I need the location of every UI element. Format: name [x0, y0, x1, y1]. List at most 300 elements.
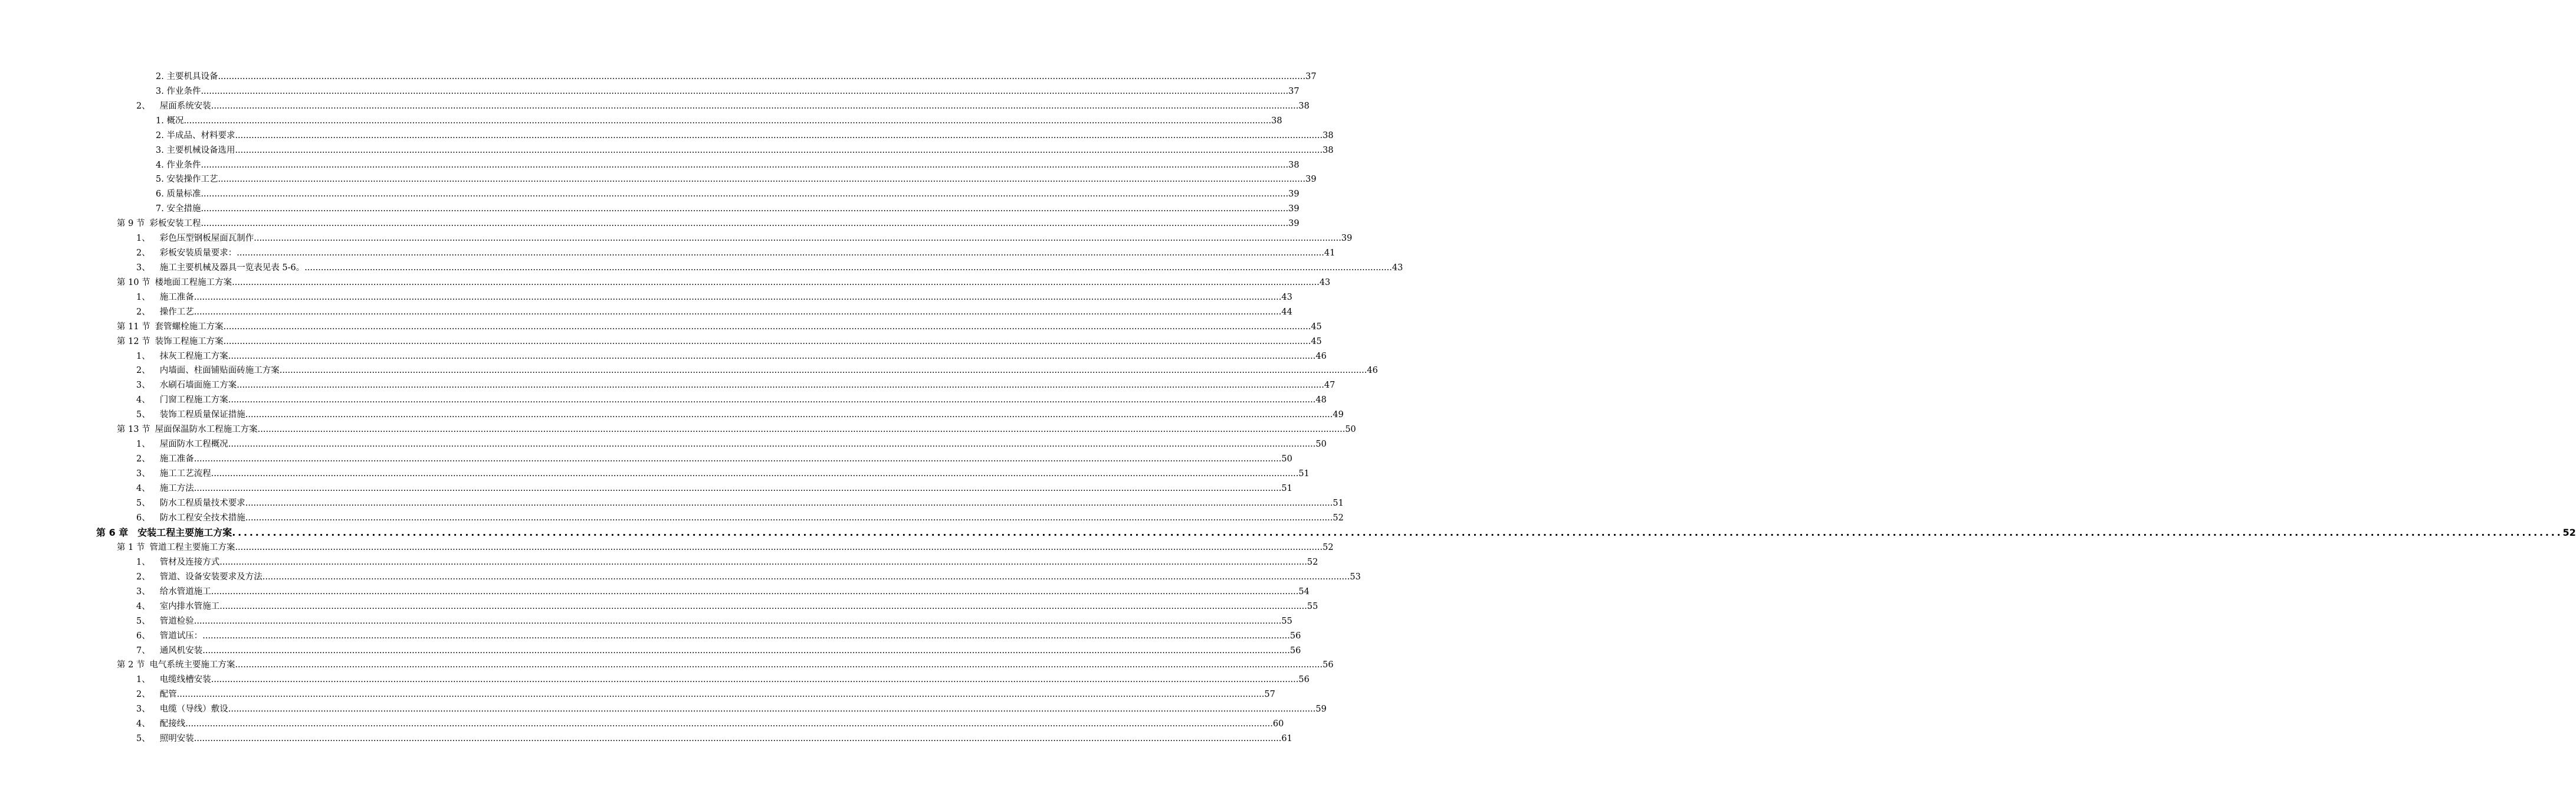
toc-entry[interactable] — [0, 172, 1317, 187]
toc-entry-line — [136, 231, 1353, 246]
toc-entry[interactable] — [0, 732, 1292, 746]
toc-entry-number: 2、 — [136, 307, 150, 317]
toc-entry-heading — [136, 732, 194, 746]
toc-entry-number: 第 9 节 — [117, 219, 145, 229]
toc-page-number: 37 — [1305, 72, 1317, 81]
toc-entry[interactable] — [0, 702, 1327, 717]
toc-leader-dots: ................................................................................................................................................................................................................................................................................................................................................................................................................ — [211, 586, 1299, 597]
toc-leader-dots: ................................................................................................................................................................................................................................................................................................................................................................................................................ — [193, 307, 1282, 317]
toc-entry[interactable] — [0, 673, 1310, 687]
toc-entry-title: 照明安装 — [159, 734, 194, 744]
toc-entry-line — [156, 114, 1282, 129]
toc-page-number: 44 — [1281, 307, 1292, 317]
toc-entry-title: 配接线 — [159, 719, 186, 729]
toc-leader-dots: ................................................................................................................................................................................................................................................................................................................................................................................................................ — [202, 631, 1290, 641]
toc-entry-number: 第 13 节 — [117, 425, 150, 435]
toc-leader-dots: ................................................................................................................................................................................................................................................................................................................................................................................................................ — [237, 381, 1324, 391]
toc-entry[interactable] — [0, 202, 1300, 217]
toc-leader-dots: ................................................................................................................................................................................................................................................................................................................................................................................................................ — [183, 116, 1272, 126]
toc-entry-title: 2. 半成品、材料要求 — [156, 130, 235, 140]
toc-leader-dots: ................................................................................................................................................................................................................................................................................................................................................................................................................ — [279, 366, 1367, 376]
toc-page-number: 56 — [1298, 675, 1310, 685]
toc-page-number: 50 — [1345, 425, 1356, 435]
toc-entry-number: 2、 — [136, 572, 150, 582]
toc-page-number: 59 — [1315, 704, 1327, 715]
toc-entry-line — [136, 246, 1335, 261]
toc-entry[interactable] — [0, 570, 1361, 585]
toc-entry-heading — [136, 452, 194, 467]
toc-page-number: 38 — [1323, 145, 1334, 155]
toc-page-number: 43 — [1319, 277, 1331, 287]
toc-entry-line — [156, 84, 1300, 99]
toc-entry-number: 第 6 章 — [96, 526, 129, 538]
toc-page-number: 55 — [1281, 616, 1292, 626]
toc-entry-title: 套管螺栓施工方案 — [155, 322, 224, 332]
toc-entry[interactable] — [0, 393, 1327, 408]
toc-entry-number: 5、 — [136, 734, 150, 744]
toc-entry-heading — [136, 687, 177, 702]
toc-leader-dots: ................................................................................................................................................................................................................................................................................................................................................................................................................ — [228, 351, 1316, 361]
toc-entry-heading — [117, 422, 258, 437]
toc-entry-line — [156, 172, 1317, 187]
toc-entry[interactable] — [0, 158, 1300, 173]
toc-entry-heading — [156, 114, 183, 129]
toc-entry[interactable] — [0, 467, 1310, 481]
toc-page-number: 39 — [1288, 204, 1300, 214]
toc-entry[interactable] — [0, 217, 1300, 231]
toc-entry-title: 彩板安装质量要求： — [159, 248, 237, 258]
toc-entry[interactable] — [0, 84, 1300, 99]
toc-entry-title: 管道工程主要施工方案 — [149, 543, 235, 553]
toc-leader-dots: ................................................................................................................................................................................................................................................................................................................................................................................................................ — [218, 175, 1306, 185]
toc-entry[interactable] — [0, 481, 1292, 496]
toc-entry-heading — [136, 99, 211, 114]
toc-entry-heading — [136, 378, 237, 393]
toc-entry[interactable] — [0, 599, 1318, 614]
toc-page-number: 52 — [2562, 526, 2576, 538]
toc-entry-heading — [156, 172, 218, 187]
toc-entry-heading — [156, 158, 201, 173]
toc-entry[interactable] — [0, 363, 1378, 378]
toc-leader-dots: ................................................................................................................................................................................................................................................................................................................................................................................................................ — [245, 410, 1333, 420]
toc-entry-heading — [156, 84, 201, 99]
toc-entry-heading — [136, 570, 262, 585]
toc-entry[interactable] — [0, 540, 1334, 555]
toc-entry-number: 2、 — [136, 101, 150, 111]
toc-entry-line — [136, 349, 1327, 364]
toc-page-number: 47 — [1324, 381, 1335, 391]
toc-entry[interactable] — [0, 246, 1335, 261]
toc-entry-number: 5、 — [136, 498, 150, 508]
toc-entry-heading — [117, 320, 224, 335]
toc-entry-number: 1、 — [136, 292, 150, 302]
toc-leader-dots: ................................................................................................................................................................................................................................................................................................................................................................................................................ — [201, 160, 1289, 170]
toc-entry-number: 3、 — [136, 381, 150, 391]
toc-page-number: 39 — [1341, 234, 1353, 244]
toc-leader-dots: ................................................................................................................................................................................................................................................................................................................................................................................................................ — [245, 498, 1333, 508]
toc-entry[interactable] — [0, 644, 1301, 658]
toc-entry-heading — [136, 231, 254, 246]
toc-entry-line — [136, 687, 1275, 702]
toc-page-number: 38 — [1298, 101, 1310, 111]
toc-entry-line — [156, 143, 1334, 158]
toc-entry-heading — [136, 246, 237, 261]
toc-page-number: 57 — [1264, 690, 1275, 700]
toc-leader-dots: ................................................................................................................................................................................................................................................................................................................................................................................................................ — [218, 72, 1306, 81]
toc-entry-line — [136, 452, 1292, 467]
toc-entry-title: 2. 主要机具设备 — [156, 72, 218, 81]
toc-leader-dots: ................................................................................................................................................................................................................................................................................................................................................................................................................ — [228, 704, 1316, 715]
toc-page-number: 51 — [1298, 468, 1310, 479]
toc-entry-line — [136, 511, 1344, 526]
toc-entry[interactable] — [0, 629, 1301, 644]
toc-page-number: 41 — [1324, 248, 1335, 258]
toc-entry-line — [117, 320, 1322, 335]
toc-entry-number: 1、 — [136, 351, 150, 361]
toc-leader-dots: ................................................................................................................................................................................................................................................................................................................................................................................................................ — [235, 660, 1323, 670]
toc-leader-dots: ................................................................................................................................................................................................................................................................................................................................................................................................................ — [228, 440, 1316, 450]
toc-entry[interactable] — [0, 187, 1300, 202]
toc-entry-heading — [136, 481, 194, 496]
toc-leader-dots: ................................................................................................................................................................................................................................................................................................................................................................................................................ — [202, 645, 1290, 656]
toc-entry-line — [136, 644, 1301, 658]
toc-leader-dots: ................................................................................................................................................................................................................................................................................................................................................................................................................ — [219, 601, 1307, 611]
toc-leader-dots: ................................................................................................................................................................................................................................................................................................................................................................................................................ — [235, 145, 1323, 155]
toc-entry-line — [136, 599, 1318, 614]
toc-entry-line — [136, 702, 1327, 717]
toc-entry-title: 装饰工程质量保证措施 — [159, 410, 245, 420]
toc-entry-heading — [136, 290, 194, 305]
toc-entry-title: 防水工程安全技术措施 — [159, 513, 245, 523]
toc-entry-number: 4、 — [136, 395, 150, 405]
toc-entry-title: 屋面保温防水工程施工方案 — [155, 425, 258, 435]
toc-entry-title: 给水管道施工 — [159, 586, 211, 597]
toc-entry-line — [117, 276, 1331, 290]
toc-page-number: 43 — [1281, 292, 1292, 302]
toc-entry-line — [136, 481, 1292, 496]
toc-entry[interactable] — [0, 261, 1403, 276]
toc-page-number: 38 — [1323, 130, 1334, 140]
toc-entry-title: 4. 作业条件 — [156, 160, 201, 170]
toc-entry-title: 施工主要机械及器具一览表见表 5-6。 — [159, 263, 305, 273]
toc-leader-dots: ................................................................................................................................................................................................................................................................................................................................................................................................................ — [201, 86, 1289, 96]
toc-leader-dots: ................................................................................................................................................................................................................................................................................................................................................................................................................ — [219, 558, 1307, 567]
toc-page-number: 38 — [1288, 160, 1300, 170]
toc-entry-number: 5、 — [136, 410, 150, 420]
toc-leader-dots: ................................................................................................................................................................................................................................................................................................................................................................................................................ — [235, 130, 1323, 140]
toc-page-number: 45 — [1311, 322, 1322, 332]
toc-entry[interactable] — [0, 276, 1331, 290]
toc-page-number: 51 — [1333, 498, 1344, 508]
toc-entry-heading — [136, 408, 245, 422]
toc-entry-title: 彩色压型钢板屋面瓦制作 — [159, 234, 254, 244]
toc-entry-title: 管道试压： — [159, 631, 203, 641]
toc-entry-line — [117, 658, 1334, 673]
toc-entry[interactable] — [0, 129, 1334, 143]
toc-entry-line — [136, 467, 1310, 481]
toc-entry-line — [136, 99, 1310, 114]
table-of-contents — [0, 70, 2576, 746]
toc-entry[interactable] — [0, 452, 1292, 467]
toc-entry[interactable] — [0, 335, 1322, 349]
toc-entry[interactable] — [0, 70, 1317, 84]
toc-leader-dots: ................................................................................................................................................................................................................................................................................................................................................................................................................ — [193, 454, 1282, 464]
toc-entry-heading — [136, 437, 228, 452]
toc-entry-line — [117, 540, 1334, 555]
toc-entry-number: 2、 — [136, 690, 150, 700]
toc-entry-line — [136, 363, 1378, 378]
toc-page-number: 46 — [1315, 351, 1327, 361]
toc-entry-title: 操作工艺 — [159, 307, 194, 317]
toc-page-number: 52 — [1323, 543, 1334, 553]
toc-page-number: 56 — [1323, 660, 1334, 670]
toc-entry-heading — [136, 555, 219, 570]
toc-leader-dots: ................................................................................................................................................................................................................................................................................................................................................................................................................ — [245, 513, 1333, 523]
toc-entry-title: 管材及连接方式 — [159, 558, 220, 567]
toc-entry[interactable] — [0, 511, 1344, 526]
toc-entry[interactable] — [0, 290, 1292, 305]
toc-page-number: 56 — [1289, 645, 1301, 656]
toc-page-number: 50 — [1315, 440, 1327, 450]
toc-entry-heading — [136, 393, 228, 408]
toc-entry-number: 2、 — [136, 454, 150, 464]
toc-entry-heading — [136, 467, 211, 481]
toc-page-number: 39 — [1305, 175, 1317, 185]
toc-leader-dots: ................................................................................................................................................................................................................................................................................................................................................................................................................ — [211, 675, 1299, 685]
toc-page-number: 38 — [1271, 116, 1282, 126]
toc-entry[interactable] — [0, 555, 1318, 570]
toc-leader-dots: ................................................................................................................................................................................................................................................................................................................................................................................................................ — [237, 248, 1324, 258]
toc-entry-heading — [117, 658, 235, 673]
toc-entry-number: 3、 — [136, 704, 150, 715]
toc-leader-dots: ................................................................................................................................................................................................................................................................................................................................................................................................................ — [201, 204, 1289, 214]
toc-leader-dots: ................................................................................................................................................................................................................................................................................................................................................................................................................ — [254, 234, 1341, 244]
toc-entry-line — [136, 496, 1344, 511]
toc-entry-line — [156, 158, 1300, 173]
toc-page-number: 45 — [1311, 336, 1322, 346]
toc-entry-title: 管道检验 — [159, 616, 194, 626]
toc-entry-heading — [136, 644, 202, 658]
toc-page-number: 50 — [1281, 454, 1292, 464]
toc-entry-heading — [156, 143, 235, 158]
toc-entry-line — [136, 585, 1310, 599]
toc-leader-dots: ................................................................................................................................................................................................................................................................................................................................................................................................................ — [201, 189, 1289, 199]
toc-entry-title: 抹灰工程施工方案 — [159, 351, 228, 361]
toc-entry-line — [136, 290, 1292, 305]
toc-entry-number: 1、 — [136, 234, 150, 244]
toc-entry[interactable] — [0, 114, 1282, 129]
toc-entry-line — [136, 614, 1292, 629]
toc-entry-line — [156, 129, 1334, 143]
toc-entry-heading — [136, 349, 228, 364]
toc-page-number: 55 — [1307, 601, 1318, 611]
toc-entry[interactable] — [0, 687, 1275, 702]
toc-page-number: 37 — [1288, 86, 1300, 96]
toc-page-number: 39 — [1288, 189, 1300, 199]
toc-entry-line — [117, 217, 1300, 231]
toc-entry-heading — [156, 202, 201, 217]
toc-entry-line — [136, 261, 1403, 276]
toc-entry-line — [136, 629, 1301, 644]
toc-entry-title: 屋面防水工程概况 — [159, 440, 228, 450]
toc-entry-heading — [96, 526, 232, 540]
toc-page-number: 48 — [1315, 395, 1327, 405]
toc-page-number: 46 — [1367, 366, 1378, 376]
toc-entry[interactable] — [0, 717, 1284, 732]
toc-entry-number: 4、 — [136, 483, 150, 493]
toc-entry-line — [136, 717, 1284, 732]
toc-entry-heading — [117, 276, 232, 290]
toc-entry-number: 第 1 节 — [117, 543, 145, 553]
toc-entry-heading — [136, 629, 202, 644]
toc-entry-number: 1、 — [136, 440, 150, 450]
toc-entry-number: 7、 — [136, 645, 150, 656]
toc-entry-number: 3、 — [136, 263, 150, 273]
toc-leader-dots: ................................................................................................................................................................................................................................................................................................................................................................................................................ — [223, 322, 1311, 332]
toc-entry-line — [136, 408, 1344, 422]
toc-entry-number: 第 2 节 — [117, 660, 145, 670]
toc-leader-dots: ................................................................................................................................................................................................................................................................................................................................................................................................................ — [193, 292, 1282, 302]
toc-leader-dots: ................................................................................................................................................................................................................................................................................................................................................................................................................ — [193, 616, 1282, 626]
toc-entry-number: 5、 — [136, 616, 150, 626]
toc-entry-heading — [156, 129, 235, 143]
toc-leader-dots: ................................................................................................................................................................................................................................................................................................................................................................................................................ — [185, 719, 1273, 729]
toc-entry-heading — [136, 496, 245, 511]
toc-entry-heading — [136, 511, 245, 526]
toc-page-number: 61 — [1281, 734, 1292, 744]
toc-entry-title: 管道、设备安装要求及方法 — [159, 572, 262, 582]
toc-page-number: 56 — [1289, 631, 1301, 641]
toc-entry-heading — [136, 305, 194, 320]
toc-leader-dots: ................................................................................................................................................................................................................................................................................................................................................................................................................ — [211, 468, 1299, 479]
toc-entry-line — [136, 732, 1292, 746]
toc-entry-heading — [156, 70, 218, 84]
toc-entry-title: 施工工艺流程 — [159, 468, 211, 479]
toc-entry-line — [136, 437, 1327, 452]
toc-entry-title: 楼地面工程施工方案 — [155, 277, 232, 287]
toc-entry[interactable] — [0, 437, 1327, 452]
toc-entry-number: 1、 — [136, 558, 150, 567]
toc-entry-title: 门窗工程施工方案 — [159, 395, 228, 405]
toc-entry[interactable] — [0, 143, 1334, 158]
toc-entry-title: 室内排水管施工 — [159, 601, 220, 611]
toc-leader-dots: ................................................................................................................................................................................................................................................................................................................................................................................................................ — [176, 690, 1265, 700]
toc-entry-heading — [136, 363, 280, 378]
toc-entry-title: 防水工程质量技术要求 — [159, 498, 245, 508]
toc-entry-number: 第 12 节 — [117, 336, 150, 346]
toc-entry-line — [156, 70, 1317, 84]
toc-entry-title: 电气系统主要施工方案 — [149, 660, 235, 670]
toc-entry-number: 第 11 节 — [117, 322, 150, 332]
toc-entry[interactable] — [0, 585, 1310, 599]
toc-entry-number: 3、 — [136, 586, 150, 597]
toc-entry-title: 配管 — [159, 690, 177, 700]
toc-entry[interactable] — [0, 305, 1292, 320]
toc-entry-number: 2、 — [136, 366, 150, 376]
toc-entry-line — [136, 673, 1310, 687]
toc-entry-title: 5. 安装操作工艺 — [156, 175, 218, 185]
toc-entry-number: 6、 — [136, 631, 150, 641]
toc-entry-heading — [117, 540, 235, 555]
toc-entry-title: 施工准备 — [159, 454, 194, 464]
toc-entry[interactable] — [0, 231, 1353, 246]
toc-page-number: 54 — [1298, 586, 1310, 597]
toc-entry-title: 施工方法 — [159, 483, 194, 493]
toc-entry-title: 通风机安装 — [159, 645, 203, 656]
toc-entry[interactable] — [0, 349, 1327, 364]
toc-entry-heading — [136, 585, 211, 599]
toc-entry-title: 3. 作业条件 — [156, 86, 201, 96]
toc-entry-heading — [136, 702, 228, 717]
toc-entry[interactable] — [0, 408, 1344, 422]
toc-page-number: 52 — [1307, 558, 1318, 567]
toc-entry[interactable] — [0, 378, 1335, 393]
toc-page-number: 53 — [1350, 572, 1361, 582]
toc-entry-line — [136, 378, 1335, 393]
toc-entry[interactable] — [0, 526, 2576, 541]
toc-leader-dots: ................................................................................................................................................................................................................................................................................................................................................................................................................ — [257, 425, 1346, 435]
toc-entry-title: 电缆线槽安装 — [159, 675, 211, 685]
toc-entry-line — [136, 305, 1292, 320]
toc-entry-number: 1、 — [136, 675, 150, 685]
toc-entry-title: 内墙面、柱面铺贴面砖施工方案 — [159, 366, 280, 376]
toc-entry-title: 7. 安全措施 — [156, 204, 201, 214]
toc-leader-dots: ................................................................................................................................................................................................................................................................................................................................................................................................................ — [304, 263, 1392, 273]
toc-entry[interactable] — [0, 422, 1356, 437]
toc-entry-line — [156, 202, 1300, 217]
toc-entry-line — [136, 393, 1327, 408]
toc-entry[interactable] — [0, 99, 1310, 114]
toc-entry[interactable] — [0, 614, 1292, 629]
toc-entry-title: 6. 质量标准 — [156, 189, 201, 199]
toc-entry[interactable] — [0, 496, 1344, 511]
toc-page-number: 52 — [1333, 513, 1344, 523]
toc-entry-line — [136, 555, 1318, 570]
toc-entry-number: 6、 — [136, 513, 150, 523]
toc-leader-dots: ................................................................................................................................................................................................................................................................................................................................................................................................................ — [193, 734, 1282, 744]
toc-leader-dots: ................................................................................................................................................................................................................................................................................................................................................................................................................ — [228, 395, 1316, 405]
toc-page-number: 43 — [1392, 263, 1403, 273]
toc-leader-dots: ................................................................................................................................................................................................................................................................................................................................................................................................................ — [232, 277, 1320, 287]
toc-entry-heading — [136, 599, 219, 614]
toc-entry-title: 屋面系统安装 — [159, 101, 211, 111]
toc-entry-heading — [136, 717, 185, 732]
toc-entry-title: 彩板安装工程 — [149, 219, 201, 229]
toc-leader-dots: ................................................................................................................................................................................................................................................................................................................................................................................................................ — [223, 336, 1311, 346]
toc-entry-line — [136, 570, 1361, 585]
toc-entry-heading — [117, 217, 201, 231]
toc-entry-number: 4、 — [136, 719, 150, 729]
toc-entry-title: 施工准备 — [159, 292, 194, 302]
toc-entry-heading — [136, 261, 304, 276]
toc-entry-line — [117, 422, 1356, 437]
toc-entry[interactable] — [0, 320, 1322, 335]
toc-entry-heading — [117, 335, 224, 349]
toc-entry-line — [117, 335, 1322, 349]
toc-entry-number: 2、 — [136, 248, 150, 258]
toc-entry-number: 第 10 节 — [117, 277, 150, 287]
toc-page-number: 49 — [1333, 410, 1344, 420]
toc-entry-number: 3、 — [136, 468, 150, 479]
toc-entry-title: 水刷石墙面施工方案 — [159, 381, 237, 391]
toc-entry[interactable] — [0, 658, 1334, 673]
toc-entry-title: 安装工程主要施工方案 — [137, 526, 232, 538]
toc-leader-dots: ................................................................................................................................................................................................................................................................................................................................................................................................................ — [262, 572, 1350, 582]
toc-entry-number: 4、 — [136, 601, 150, 611]
toc-leader-dots: ................................................................................................................................................................................................................................................................................................................................................................................................................ — [232, 526, 2563, 538]
toc-entry-heading — [156, 187, 201, 202]
toc-page-number: 60 — [1272, 719, 1284, 729]
